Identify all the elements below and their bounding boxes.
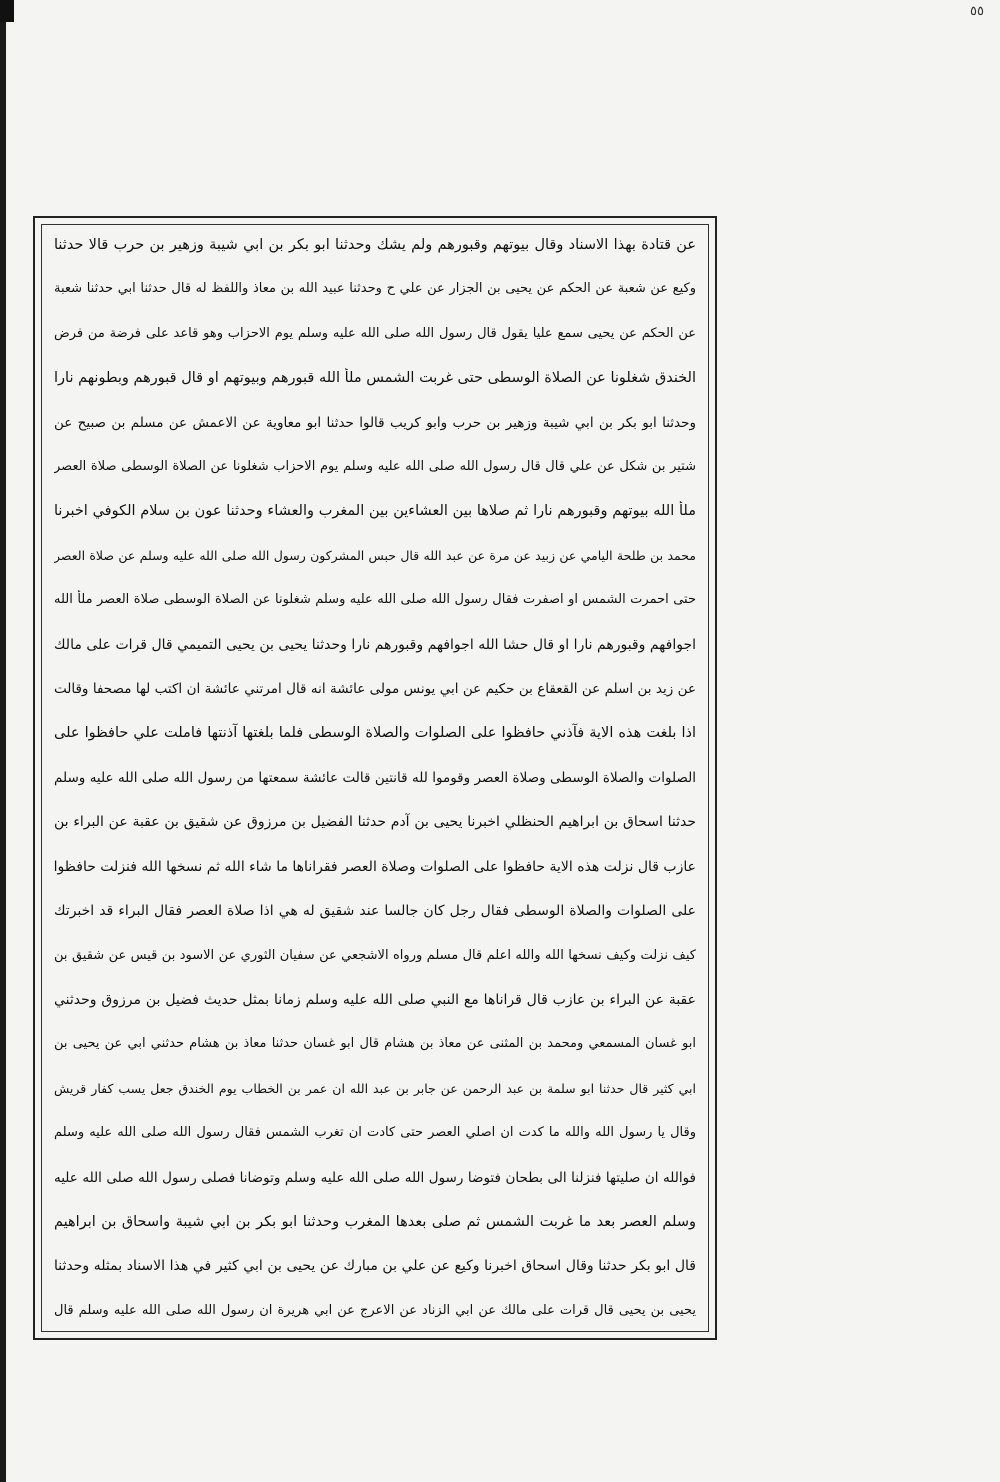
text-line: اذا بلغت هذه الاية فآذني حافظوا على الصلوات والصلاة الوسطى فلما بلغتها آذنتها فاملت علي حافظوا على (54, 725, 696, 742)
text-line: حدثنا اسحاق بن ابراهيم الحنظلي اخبرنا يحيى بن آدم حدثنا الفضيل بن مرزوق عن شقيق بن عقبة عن البراء بن (54, 814, 696, 831)
manuscript-text-block (54, 235, 696, 1321)
text-line: كيف نزلت وكيف نسخها الله والله اعلم قال مسلم ورواه الاشجعي عن سفيان الثوري عن الاسود بن قيس عن شقيق بن (54, 947, 696, 963)
text-line: حتى احمرت الشمس او اصفرت فقال رسول الله صلى الله عليه وسلم شغلونا عن الصلاة الوسطى صلاة العصر ملأ الله (54, 592, 696, 608)
text-line: عن الحكم عن يحيى سمع عليا يقول قال رسول الله صلى الله عليه وسلم يوم الاحزاب وهو قاعد على فرضة من فرض (54, 325, 696, 341)
text-line: الخندق شغلونا عن الصلاة الوسطى حتى غربت الشمس ملأ الله قبورهم وبيوتهم او قال قبورهم وبطونهم نارا (54, 370, 696, 387)
text-line: يحيى بن يحيى قال قرات على مالك عن ابي الزناد عن الاعرج عن ابي هريرة ان رسول الله صلى الله عليه وسلم قال (54, 1302, 696, 1318)
folio-number: ٥٥ (970, 4, 984, 19)
text-line: عقبة عن البراء بن عازب قال قراناها مع النبي صلى الله عليه وسلم زمانا بمثل حديث فضيل بن مرزوق وحدثني (54, 991, 696, 1008)
text-line: ابو غسان المسمعي ومحمد بن المثنى عن معاذ بن هشام قال ابو غسان حدثنا معاذ بن هشام حدثني ابي عن يحيى بن (54, 1036, 696, 1052)
text-line: قال ابو بكر حدثنا وقال اسحاق اخبرنا وكيع عن علي بن مبارك عن يحيى بن ابي كثير في هذا الاسناد بمثله وحدثنا (54, 1258, 696, 1275)
text-line: عن زيد بن اسلم عن القعقاع بن حكيم عن ابي يونس مولى عائشة انه قال امرتني عائشة ان اكتب لها مصحفا وقالت (54, 681, 696, 698)
text-line: عازب قال نزلت هذه الاية حافظوا على الصلوات وصلاة العصر فقراناها ما شاء الله ثم نسخها الله فنزلت حافظوا (54, 858, 696, 875)
text-line: ابي كثير قال حدثنا ابو سلمة بن عبد الرحمن عن جابر بن عبد الله ان عمر بن الخطاب يوم الخندق جعل يسب كفار قريش (54, 1080, 696, 1096)
text-frame-inner (41, 224, 709, 1332)
text-line: وقال يا رسول الله والله ما كدت ان اصلي العصر حتى كادت ان تغرب الشمس فقال رسول الله صلى الله عليه وسلم (54, 1125, 696, 1141)
text-line: شتير بن شكل عن علي قال قال رسول الله صلى الله عليه وسلم يوم الاحزاب شغلونا عن الصلاة الوسطى صلاة العصر (54, 459, 696, 475)
text-frame-outer (33, 216, 717, 1340)
text-line: وكيع عن شعبة عن الحكم عن يحيى بن الجزار عن علي ح وحدثنا عبيد الله بن معاذ واللفظ له قال حدثنا ابي حدثنا شعبة (54, 281, 696, 297)
text-line: وسلم العصر بعد ما غربت الشمس ثم صلى بعدها المغرب وحدثنا ابو بكر بن ابي شيبة واسحاق بن ابراهيم (54, 1213, 696, 1230)
text-line: محمد بن طلحة اليامي عن زبيد عن مرة عن عبد الله قال حبس المشركون رسول الله صلى الله عليه وسلم عن صلاة العصر (54, 547, 696, 563)
text-line: الصلوات والصلاة الوسطى وصلاة العصر وقوموا لله قانتين قالت عائشة سمعتها من رسول الله صلى الله عليه وسلم (54, 769, 696, 786)
page-corner-mark (0, 0, 14, 22)
text-line: اجوافهم وقبورهم نارا او قال حشا الله اجوافهم وقبورهم نارا وحدثنا يحيى بن يحيى التميمي قال قرات على مالك (54, 636, 696, 653)
text-line: عن قتادة بهذا الاسناد وقال بيوتهم وقبورهم ولم يشك وحدثنا ابو بكر بن ابي شيبة وزهير بن حرب قالا حدثنا (54, 237, 696, 253)
text-line: وحدثنا ابو بكر بن ابي شيبة وزهير بن حرب وابو كريب قالوا حدثنا ابو معاوية عن الاعمش عن مسلم بن صبيح عن (54, 414, 696, 431)
text-line: على الصلوات والصلاة الوسطى فقال رجل كان جالسا عند شقيق له هي اذا صلاة العصر فقال البراء قد اخبرتك (54, 903, 696, 920)
page-binding-edge (0, 0, 6, 1482)
text-line: ملأ الله بيوتهم وقبورهم نارا ثم صلاها بين العشاءين بين المغرب والعشاء وحدثنا عون بن سلام الكوفي اخبرنا (54, 503, 696, 520)
text-line: فوالله ان صليتها فنزلنا الى بطحان فتوضا رسول الله صلى الله عليه وسلم وتوضانا فصلى رسول الله صلى الله عليه (54, 1169, 696, 1186)
